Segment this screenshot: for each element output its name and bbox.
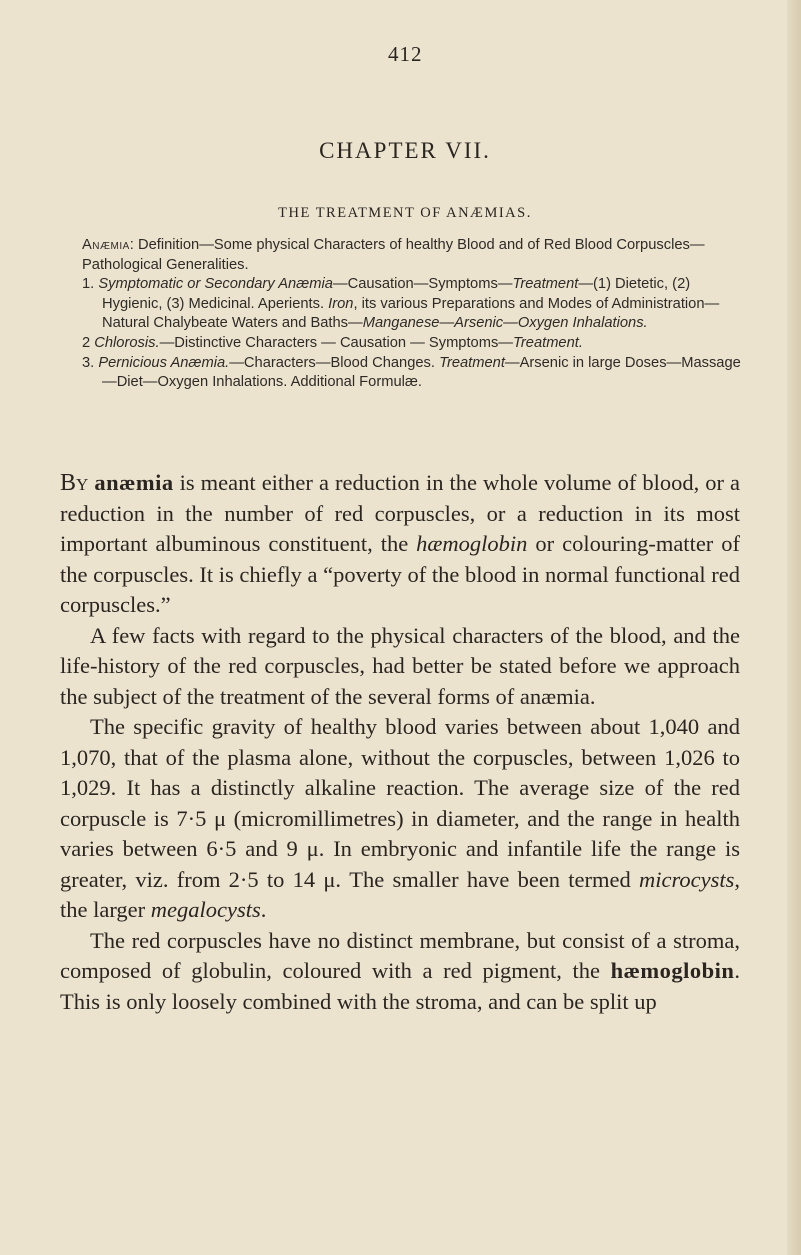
paragraph-1-lead: By xyxy=(60,470,89,496)
synopsis-item-1-number: 1. xyxy=(82,276,95,293)
synopsis-intro-lead: Anæmia xyxy=(82,237,130,253)
synopsis-item-1-text-4: — xyxy=(439,315,455,332)
synopsis-item-3-text: —Characters—Blood Changes. xyxy=(229,354,435,371)
term-haemoglobin-bold: hæmoglobin xyxy=(610,958,735,983)
synopsis-item-1 xyxy=(82,275,742,334)
page-number: 412 xyxy=(388,42,423,66)
page-edge xyxy=(787,0,801,1255)
paragraph-3-text: The specific gravity of healthy blood varies between about 1,040 and 1,070, that of the plasma alone, without the corpuscles, between 1,026 to 1,029. It has a distinctly alkaline reaction. The average size of the red corpuscle is 7·5 μ (micromillimetres) in diameter, and the range in health varies between 6·5 and 9 μ. In embryonic and infantile life the range is greater, viz. from 2·5 to 14 μ. The smaller have been termed xyxy=(60,714,740,892)
synopsis-item-2-title: Chlorosis. xyxy=(94,334,160,351)
synopsis-item-1-text-3: , its various Preparations and Modes of Administration—Natural Chalybeate Waters and Baths— xyxy=(102,295,720,332)
synopsis-item-3 xyxy=(82,354,742,393)
paragraph-2: A few facts with regard to the physical characters of the blood, and the life-history of the red corpuscles, had better be stated before we approach the subject of the treatment of the several forms of anæmia. xyxy=(60,622,740,709)
synopsis-item-2-number: 2 xyxy=(82,334,91,351)
synopsis-item-3-treatment: Treatment xyxy=(439,354,505,371)
synopsis-item-2 xyxy=(82,334,742,354)
synopsis-intro xyxy=(82,236,742,275)
chapter-subject: THE TREATMENT OF ANÆMIAS. xyxy=(278,205,532,221)
paragraph-3 xyxy=(60,712,740,926)
paragraph-4 xyxy=(60,926,740,1018)
synopsis-item-1-manganese: Manganese xyxy=(362,315,440,332)
synopsis-intro-text: : Definition—Some physical Characters of healthy Blood and of Red Blood Corpuscles—Pathological Generalities. xyxy=(82,237,705,273)
term-microcysts: microcysts xyxy=(638,866,735,892)
synopsis-item-2-treatment: Treatment. xyxy=(513,334,583,351)
chapter-heading: CHAPTER VII. xyxy=(319,138,491,163)
term-megalocysts: megalocysts xyxy=(150,897,261,922)
synopsis-item-1-title: Symptomatic or Secondary Anæmia xyxy=(98,276,333,293)
synopsis-item-3-number: 3. xyxy=(82,354,95,371)
synopsis-item-1-arsenic: Arsenic—Oxygen Inhalations. xyxy=(454,315,648,332)
paragraph-4-text: The red corpuscles have no distinct membrane, but consist of a stroma, composed of globulin, coloured with a red pigment, the xyxy=(60,927,740,983)
paragraph-1 xyxy=(60,468,740,621)
paragraph-4-text-2: . This is only loosely combined with the stroma, and can be split up xyxy=(60,958,740,1014)
synopsis-item-2-text: —Distinctive Characters — Causation — Symptoms— xyxy=(159,334,513,351)
synopsis-item-3-text-2: —Arsenic in large Doses—Massage—Diet—Oxygen Inhalations. Additional Formulæ. xyxy=(102,354,741,391)
paragraph-3-text-2: , the larger xyxy=(60,866,740,922)
synopsis-item-3-title: Pernicious Anæmia. xyxy=(98,354,230,371)
synopsis-item-1-treatment: Treatment xyxy=(512,276,579,293)
term-anaemia: anæmia xyxy=(94,470,174,495)
synopsis-item-1-text-2: —(1) Dietetic, (2) Hygienic, (3) Medicinal. Aperients. xyxy=(102,276,691,312)
synopsis-item-1-text: —Causation—Symptoms— xyxy=(332,276,513,293)
body-text xyxy=(60,468,740,1017)
term-haemoglobin: hæmoglobin xyxy=(416,531,528,556)
paragraph-1-text-2: or colouring-matter of the corpuscles. It is chiefly a “poverty of the blood in normal functional red corpuscles.” xyxy=(60,531,740,617)
paragraph-1-text: is meant either a reduction in the whole volume of blood, or a reduction in the number of red corpuscles, or a reduction in its most important albuminous constituent, the xyxy=(60,470,741,556)
chapter-synopsis xyxy=(82,236,742,393)
paragraph-3-text-3: . xyxy=(260,897,267,922)
synopsis-item-1-iron: Iron xyxy=(328,295,354,312)
